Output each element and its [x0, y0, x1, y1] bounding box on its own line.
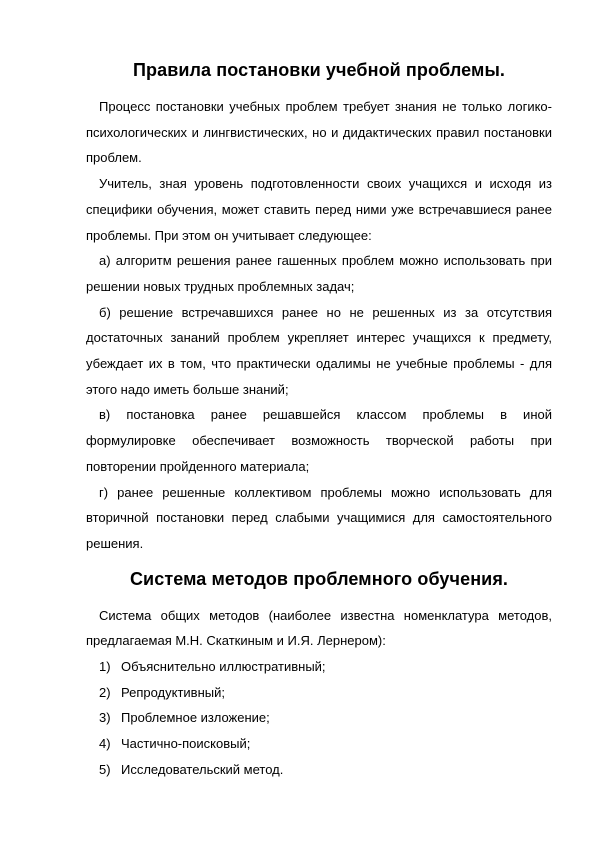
paragraph-intro: Процесс постановки учебных проблем требует знания не только логико-психологических и лингвистических, но и дидактических правил постановки проблем.	[86, 99, 552, 166]
list-item-text: Частично-поисковый;	[121, 736, 251, 752]
paragraph-item-b: б) решение встречавшихся ранее но не решенных из за отсутствия достаточных зананий проблем укрепляет интерес учащихся к предмету, убеждает их в том, что практически одалимы не учебные проблемы - для этого надо иметь больше знаний;	[86, 304, 552, 397]
list-item-text: Проблемное изложение;	[121, 710, 270, 726]
list-item-number: 1)	[99, 659, 111, 675]
paragraph-item-a: а) алгоритм решения ранее гашенных проблем можно использовать при решении новых трудных проблемных задач;	[86, 253, 552, 294]
document-content	[86, 58, 552, 783]
list-item	[86, 654, 552, 680]
list-item	[86, 731, 552, 757]
paragraph-item-c: в) постановка ранее решавшейся классом проблемы в иной формулировке обеспечивает возможность творческой работы при повторении пройденного материала;	[86, 407, 552, 474]
paragraph-methods-intro: Система общих методов (наиболее известна номенклатура методов, предлагаемая М.Н. Скаткиным и И.Я. Лернером):	[86, 607, 552, 649]
list-item-text: Исследовательский метод.	[121, 761, 284, 777]
list-item	[86, 680, 552, 706]
paragraph-teacher: Учитель, зная уровень подготовленности своих учащихся и исходя из специфики обучения, может ставить перед ними уже встречавшиеся ранее проблемы. При этом он учитывает следующее:	[86, 176, 552, 243]
list-item-text: Объяснительно иллюстративный;	[121, 659, 326, 675]
methods-list	[86, 654, 552, 783]
list-item-text: Репродуктивный;	[121, 684, 225, 700]
list-item	[86, 705, 552, 731]
list-item-number: 2)	[99, 684, 111, 700]
list-item-number: 5)	[99, 761, 111, 777]
list-item	[86, 757, 552, 783]
list-item-number: 4)	[99, 736, 111, 752]
list-item-number: 3)	[99, 710, 111, 726]
section-title-rules: Правила постановки учебной проблемы.	[132, 60, 506, 80]
section-title-methods: Система методов проблемного обучения.	[129, 568, 509, 589]
paragraph-item-d: г) ранее решенные коллективом проблемы можно использовать для вторичной постановки перед слабыми учащимися для самостоятельного решения.	[86, 484, 552, 551]
